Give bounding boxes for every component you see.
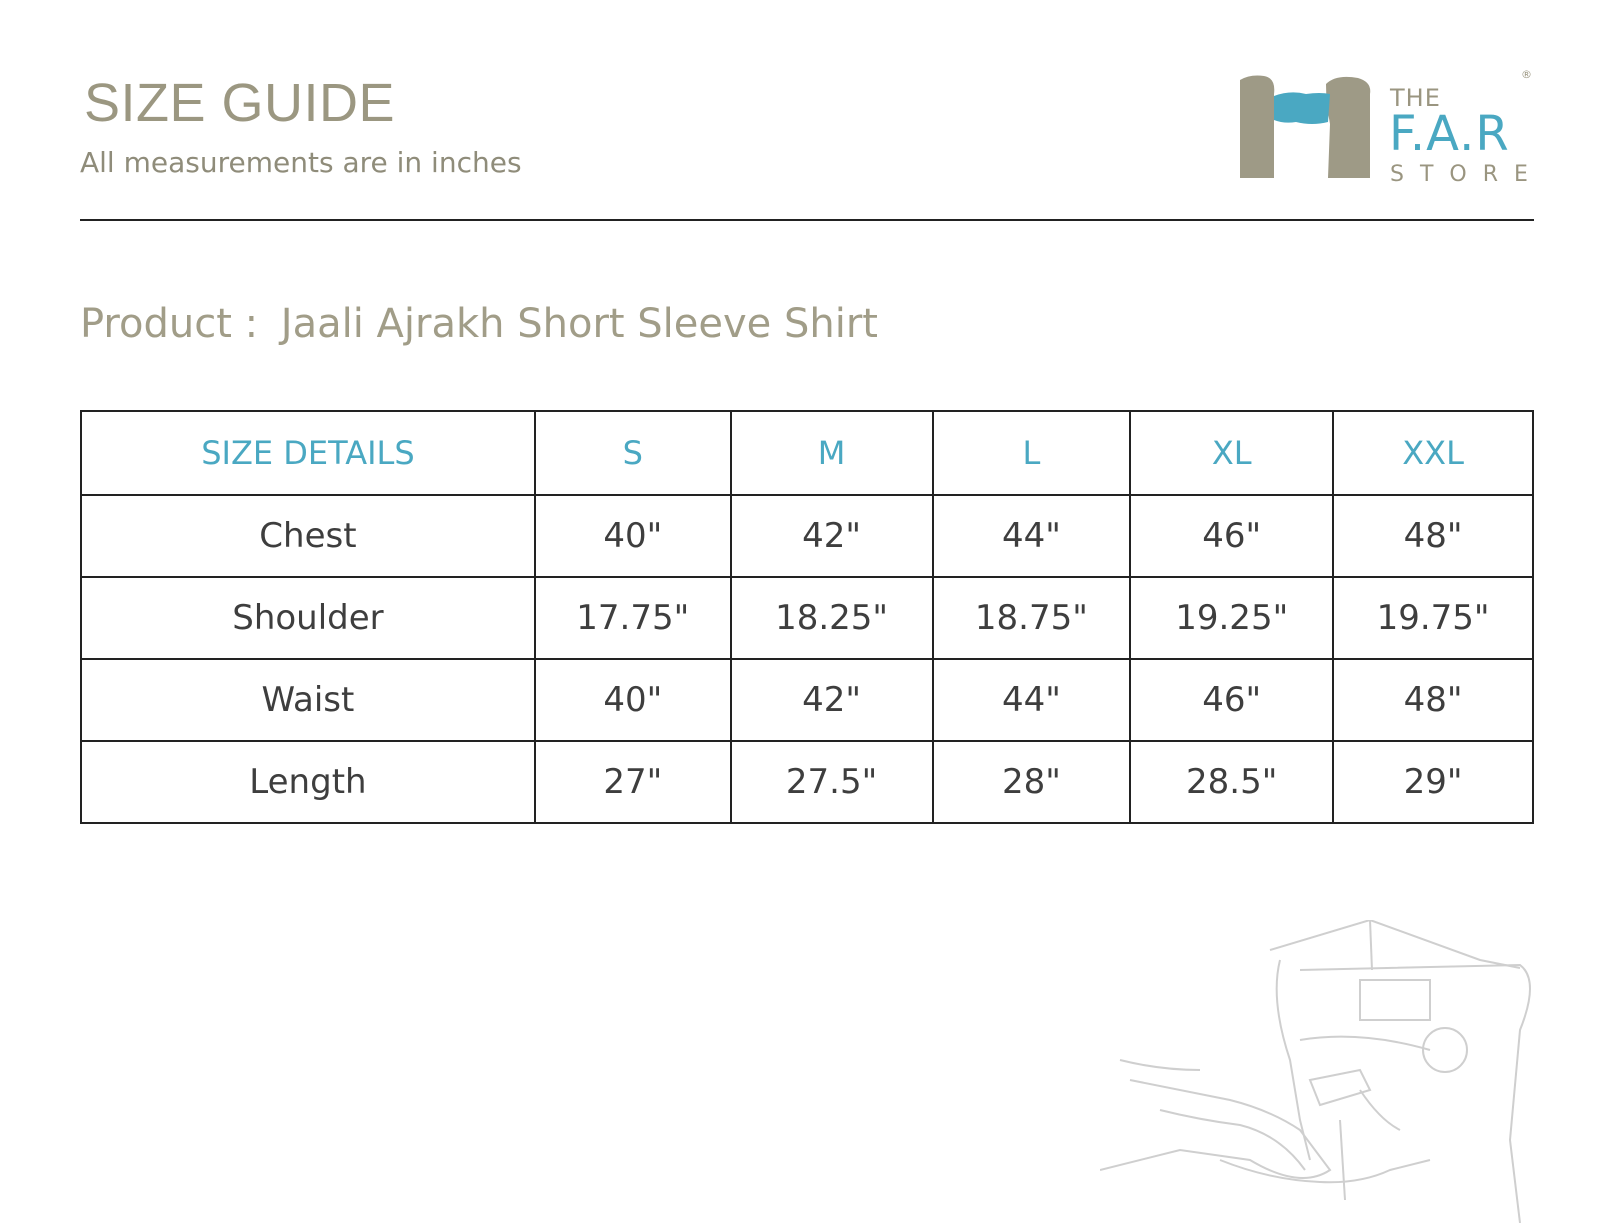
table-cell: 46" bbox=[1130, 659, 1333, 741]
logo-text-the: THE bbox=[1390, 84, 1441, 112]
table-cell: 19.75" bbox=[1333, 577, 1533, 659]
row-label: Waist bbox=[81, 659, 535, 741]
table-row bbox=[81, 659, 1533, 741]
size-header-m: M bbox=[731, 411, 933, 495]
product-line bbox=[80, 301, 878, 347]
registered-mark: ® bbox=[1521, 68, 1532, 81]
table-cell: 19.25" bbox=[1130, 577, 1333, 659]
table-cell: 28" bbox=[933, 741, 1131, 823]
product-name: Jaali Ajrakh Short Sleeve Shirt bbox=[280, 301, 878, 347]
table-cell: 18.75" bbox=[933, 577, 1131, 659]
table-cell: 40" bbox=[535, 659, 731, 741]
size-header-s: S bbox=[535, 411, 731, 495]
logo-text-far: F.A.R bbox=[1389, 106, 1510, 162]
table-cell: 27.5" bbox=[731, 741, 933, 823]
table-row bbox=[81, 577, 1533, 659]
page-subtitle: All measurements are in inches bbox=[80, 146, 522, 179]
brand-logo bbox=[1240, 64, 1544, 194]
table-cell: 48" bbox=[1333, 659, 1533, 741]
size-header-l: L bbox=[933, 411, 1131, 495]
table-row bbox=[81, 741, 1533, 823]
row-label: Length bbox=[81, 741, 535, 823]
table-cell: 40" bbox=[535, 495, 731, 577]
size-header-xl: XL bbox=[1130, 411, 1333, 495]
header-divider bbox=[80, 219, 1534, 221]
table-cell: 42" bbox=[731, 659, 933, 741]
row-label: Shoulder bbox=[81, 577, 535, 659]
sewing-machine-sketch-icon bbox=[1100, 920, 1600, 1223]
table-cell: 17.75" bbox=[535, 577, 731, 659]
size-header-xxl: XXL bbox=[1333, 411, 1533, 495]
table-cell: 48" bbox=[1333, 495, 1533, 577]
table-cell: 46" bbox=[1130, 495, 1333, 577]
table-cell: 44" bbox=[933, 659, 1131, 741]
logo-text-store: STORE bbox=[1390, 162, 1544, 187]
table-cell: 44" bbox=[933, 495, 1131, 577]
table-cell: 27" bbox=[535, 741, 731, 823]
page-title: SIZE GUIDE bbox=[84, 73, 396, 133]
table-cell: 28.5" bbox=[1130, 741, 1333, 823]
table-row bbox=[81, 495, 1533, 577]
size-table bbox=[80, 410, 1534, 824]
far-store-logo-icon bbox=[1240, 64, 1380, 194]
row-label: Chest bbox=[81, 495, 535, 577]
product-label: Product : bbox=[80, 301, 259, 347]
table-cell: 42" bbox=[731, 495, 933, 577]
size-table-header-row bbox=[81, 411, 1533, 495]
size-details-header: SIZE DETAILS bbox=[81, 411, 535, 495]
table-cell: 29" bbox=[1333, 741, 1533, 823]
table-cell: 18.25" bbox=[731, 577, 933, 659]
